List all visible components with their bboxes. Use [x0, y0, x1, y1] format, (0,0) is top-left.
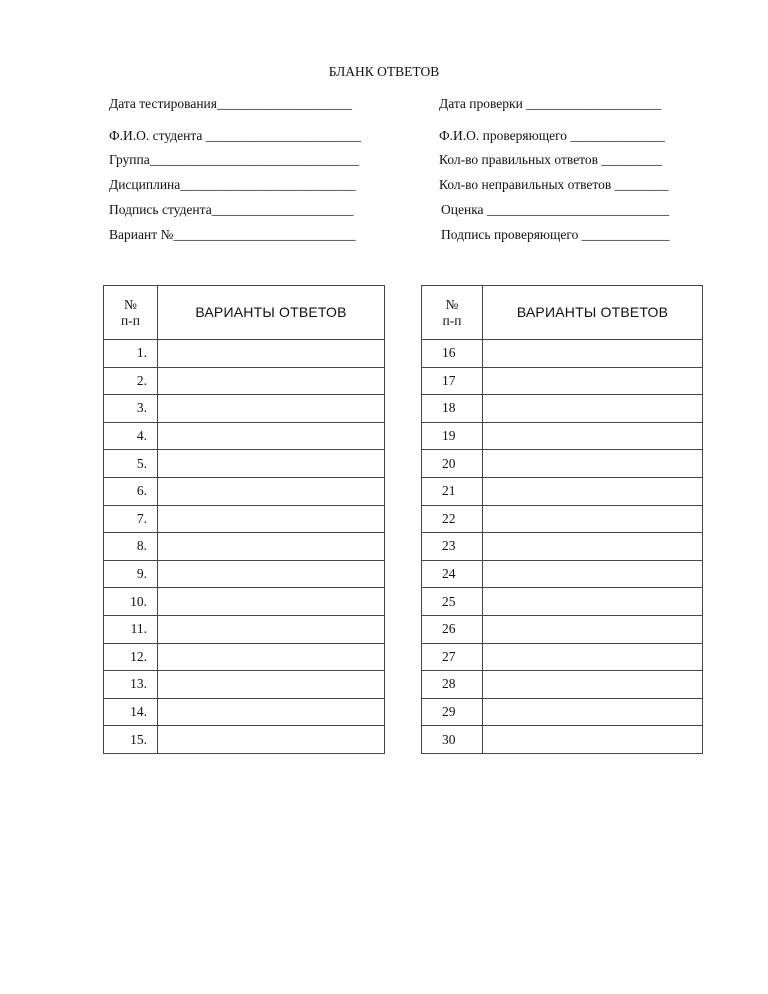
question-number: 16 [422, 340, 483, 368]
table-row [104, 422, 385, 450]
answer-cell[interactable] [158, 560, 385, 588]
question-number: 15. [104, 726, 158, 754]
answer-cell[interactable] [483, 395, 703, 423]
table-row [104, 450, 385, 478]
table-row [422, 505, 703, 533]
question-number: 1. [104, 340, 158, 368]
table-header-row [422, 286, 703, 340]
question-number: 13. [104, 671, 158, 699]
table-row [422, 367, 703, 395]
question-number: 8. [104, 533, 158, 561]
group-field[interactable]: Группа_______________________________ [109, 152, 359, 167]
question-number: 12. [104, 643, 158, 671]
header-number-sign: № [124, 296, 137, 312]
header-number-abbrev: п-п [442, 312, 462, 328]
table-row [422, 671, 703, 699]
form-title: БЛАНК ОТВЕТОВ [328, 64, 440, 79]
answer-cell[interactable] [158, 340, 385, 368]
answer-cell[interactable] [158, 588, 385, 616]
question-number: 18 [422, 395, 483, 423]
question-number: 28 [422, 671, 483, 699]
answer-cell[interactable] [483, 422, 703, 450]
table-row [422, 615, 703, 643]
question-number: 4. [104, 422, 158, 450]
check-date-field[interactable]: Дата проверки ____________________ [439, 96, 662, 111]
answer-cell[interactable] [483, 726, 703, 754]
answer-cell[interactable] [158, 643, 385, 671]
test-date-field[interactable]: Дата тестирования____________________ [109, 96, 352, 111]
answer-cell[interactable] [483, 505, 703, 533]
question-number: 10. [104, 588, 158, 616]
answer-cell[interactable] [158, 671, 385, 699]
checker-name-field[interactable]: Ф.И.О. проверяющего ______________ [439, 128, 665, 143]
answers-table-right [421, 285, 703, 754]
discipline-field[interactable]: Дисциплина__________________________ [109, 177, 356, 192]
question-number: 19 [422, 422, 483, 450]
question-number: 9. [104, 560, 158, 588]
answer-cell[interactable] [158, 533, 385, 561]
header-answers-label: ВАРИАНТЫ ОТВЕТОВ [516, 304, 669, 320]
answer-cell[interactable] [483, 615, 703, 643]
table-row [422, 588, 703, 616]
header-number-cell [422, 286, 483, 340]
answer-cell[interactable] [158, 367, 385, 395]
question-number: 7. [104, 505, 158, 533]
table-row [104, 505, 385, 533]
question-number: 2. [104, 367, 158, 395]
header-answers-cell [483, 286, 703, 340]
table-row [104, 615, 385, 643]
question-number: 27 [422, 643, 483, 671]
answer-cell[interactable] [158, 395, 385, 423]
table-row [104, 560, 385, 588]
table-row [422, 395, 703, 423]
question-number: 20 [422, 450, 483, 478]
answer-cell[interactable] [483, 588, 703, 616]
header-number-abbrev: п-п [121, 312, 140, 328]
answer-cell[interactable] [483, 698, 703, 726]
answer-cell[interactable] [483, 560, 703, 588]
table-row [104, 698, 385, 726]
incorrect-count-field[interactable]: Кол-во неправильных ответов ________ [439, 177, 669, 192]
answer-cell[interactable] [483, 340, 703, 368]
table-row [422, 533, 703, 561]
header-number-sign: № [445, 296, 459, 312]
answer-cell[interactable] [158, 698, 385, 726]
table-row [104, 477, 385, 505]
answer-cell[interactable] [483, 477, 703, 505]
variant-field[interactable]: Вариант №___________________________ [109, 227, 356, 242]
student-name-field[interactable]: Ф.И.О. студента _______________________ [109, 128, 362, 143]
table-row [422, 422, 703, 450]
table-row [104, 367, 385, 395]
question-number: 17 [422, 367, 483, 395]
table-row [104, 726, 385, 754]
student-signature-field[interactable]: Подпись студента_____________________ [109, 202, 354, 217]
correct-count-field[interactable]: Кол-во правильных ответов _________ [439, 152, 663, 167]
table-row [104, 340, 385, 368]
question-number: 24 [422, 560, 483, 588]
table-header-row [104, 286, 385, 340]
question-number: 5. [104, 450, 158, 478]
question-number: 29 [422, 698, 483, 726]
question-number: 22 [422, 505, 483, 533]
question-number: 23 [422, 533, 483, 561]
table-row [422, 450, 703, 478]
table-row [422, 340, 703, 368]
answer-cell[interactable] [158, 450, 385, 478]
table-row [104, 588, 385, 616]
header-answers-label: ВАРИАНТЫ ОТВЕТОВ [195, 304, 347, 320]
table-row [422, 560, 703, 588]
answer-cell[interactable] [158, 505, 385, 533]
header-number-cell [104, 286, 158, 340]
header-answers-cell [158, 286, 385, 340]
question-number: 11. [104, 615, 158, 643]
answer-cell[interactable] [483, 450, 703, 478]
table-row [104, 533, 385, 561]
answer-cell[interactable] [158, 422, 385, 450]
grade-field[interactable]: Оценка ___________________________ [441, 202, 670, 217]
answer-cell[interactable] [483, 671, 703, 699]
answer-cell[interactable] [158, 477, 385, 505]
table-row [422, 477, 703, 505]
answers-table-left [103, 285, 385, 754]
answer-cell[interactable] [158, 615, 385, 643]
question-number: 30 [422, 726, 483, 754]
question-number: 6. [104, 477, 158, 505]
table-row [104, 671, 385, 699]
table-row [422, 643, 703, 671]
answer-cell[interactable] [483, 533, 703, 561]
table-row [104, 643, 385, 671]
answer-cell[interactable] [483, 643, 703, 671]
answer-cell[interactable] [158, 726, 385, 754]
question-number: 14. [104, 698, 158, 726]
answer-cell[interactable] [483, 367, 703, 395]
question-number: 21 [422, 477, 483, 505]
question-number: 26 [422, 615, 483, 643]
question-number: 25 [422, 588, 483, 616]
table-row [422, 698, 703, 726]
table-row [104, 395, 385, 423]
question-number: 3. [104, 395, 158, 423]
table-row [422, 726, 703, 754]
checker-signature-field[interactable]: Подпись проверяющего _____________ [441, 227, 670, 242]
